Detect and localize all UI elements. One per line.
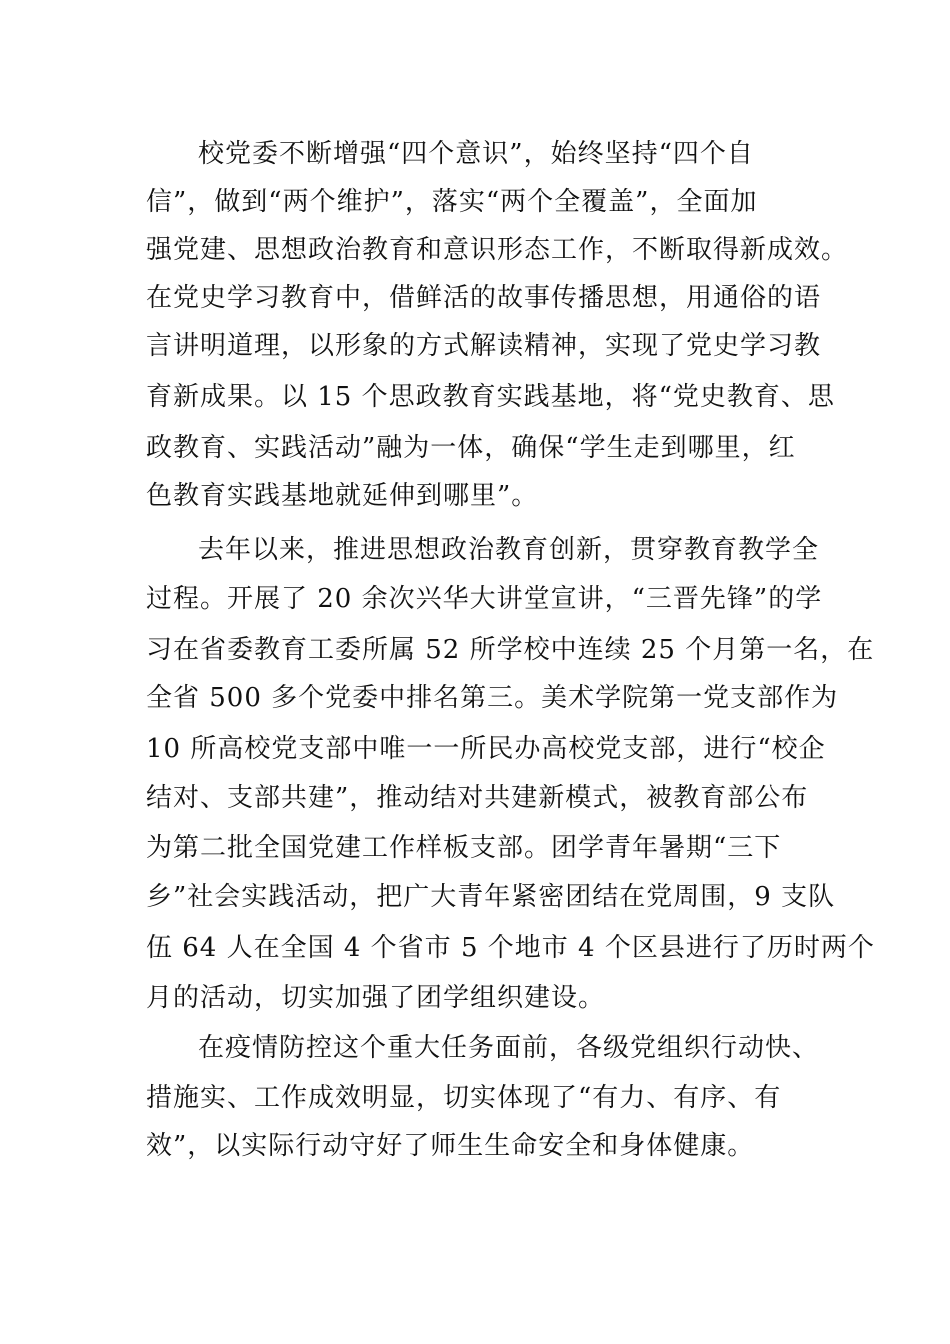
text-line: 育新成果。以 15 个思政教育实践基地，将“党史教育、思	[146, 382, 835, 412]
text-line: 伍 64 人在全国 4 个省市 5 个地市 4 个区县进行了历时两个	[146, 933, 875, 963]
text-line: 在疫情防控这个重大任务面前，各级党组织行动快、	[198, 1033, 820, 1063]
text-line: 习在省委教育工委所属 52 所学校中连续 25 个月第一名，在	[146, 635, 875, 665]
text-line: 10 所高校党支部中唯一一所民办高校党支部，进行“校企	[146, 734, 826, 764]
text-line: 全省 500 多个党委中排名第三。美术学院第一党支部作为	[146, 683, 839, 713]
text-line: 措施实、工作成效明显，切实体现了“有力、有序、有	[146, 1083, 782, 1113]
text-line: 在党史学习教育中，借鲜活的故事传播思想，用通俗的语	[146, 283, 822, 313]
text-line: 信”，做到“两个维护”，落实“两个全覆盖”，全面加	[146, 187, 758, 217]
text-line: 去年以来，推进思想政治教育创新，贯穿教育教学全	[198, 535, 820, 565]
text-line: 结对、支部共建”，推动结对共建新模式，被教育部公布	[146, 783, 809, 813]
text-line: 乡”社会实践活动，把广大青年紧密团结在党周围，9 支队	[146, 882, 836, 912]
text-line: 校党委不断增强“四个意识”，始终坚持“四个自	[198, 139, 754, 169]
text-line: 为第二批全国党建工作样板支部。团学青年暑期“三下	[146, 833, 782, 863]
text-line: 色教育实践基地就延伸到哪里”。	[146, 481, 539, 511]
text-line: 政教育、实践活动”融为一体，确保“学生走到哪里，红	[146, 433, 796, 463]
text-line: 效”，以实际行动守好了师生生命安全和身体健康。	[146, 1131, 755, 1161]
text-line: 过程。开展了 20 余次兴华大讲堂宣讲，“三晋先锋”的学	[146, 584, 823, 614]
text-line: 月的活动，切实加强了团学组织建设。	[146, 983, 606, 1013]
text-line: 言讲明道理，以形象的方式解读精神，实现了党史学习教	[146, 331, 822, 361]
text-line: 强党建、思想政治教育和意识形态工作，不断取得新成效。	[146, 235, 849, 265]
